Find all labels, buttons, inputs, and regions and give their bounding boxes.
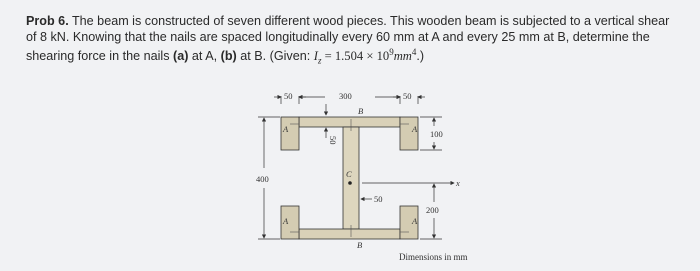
- inertia-unit: mm: [393, 49, 412, 64]
- label-a-top-right: A: [412, 124, 418, 134]
- dim-50-top-right: 50: [403, 91, 412, 101]
- problem-text-3: at B. (Given:: [236, 49, 314, 64]
- inertia-symbol: I: [313, 49, 318, 64]
- dim-50-top-left: 50: [284, 91, 293, 101]
- dim-400: 400: [256, 174, 269, 184]
- label-a-bottom-right: A: [412, 216, 418, 226]
- dim-300: 300: [339, 91, 352, 101]
- problem-close: .): [416, 49, 425, 64]
- part-a-label: (a): [173, 49, 189, 64]
- dim-200: 200: [426, 205, 439, 215]
- problem-text-1: The beam is constructed of seven different wood pieces. This wooden beam is subjected to a vertical shear of 8 kN. Knowing that the nails are spaced longitudinally every 60 mm at A and every 25 mm at B, determine the shearing force in the nails: [26, 14, 670, 64]
- label-a-bottom-left: A: [283, 216, 289, 226]
- centroid-point: [348, 181, 352, 185]
- dim-50-web: 50: [328, 136, 338, 145]
- label-b-top: B: [358, 106, 364, 116]
- inertia-exponent: 9: [389, 47, 394, 57]
- dim-100: 100: [430, 129, 443, 139]
- axis-x-label: x: [456, 178, 460, 188]
- top-flange-piece: [299, 117, 400, 127]
- label-c: C: [346, 169, 352, 179]
- label-a-top-left: A: [283, 124, 289, 134]
- problem-label: Prob 6.: [26, 14, 69, 28]
- dimensions-caption: Dimensions in mm: [399, 252, 468, 262]
- bottom-flange-piece: [299, 229, 400, 239]
- inertia-unit-exponent: 4: [411, 47, 417, 57]
- inertia-value: = 1.504 × 10: [321, 49, 390, 64]
- label-b-bottom: B: [357, 240, 363, 250]
- inertia-subscript: z: [317, 55, 322, 66]
- part-b-label: (b): [220, 49, 237, 64]
- problem-text-2: at A,: [188, 49, 221, 64]
- dim-50-mid: 50: [374, 194, 383, 204]
